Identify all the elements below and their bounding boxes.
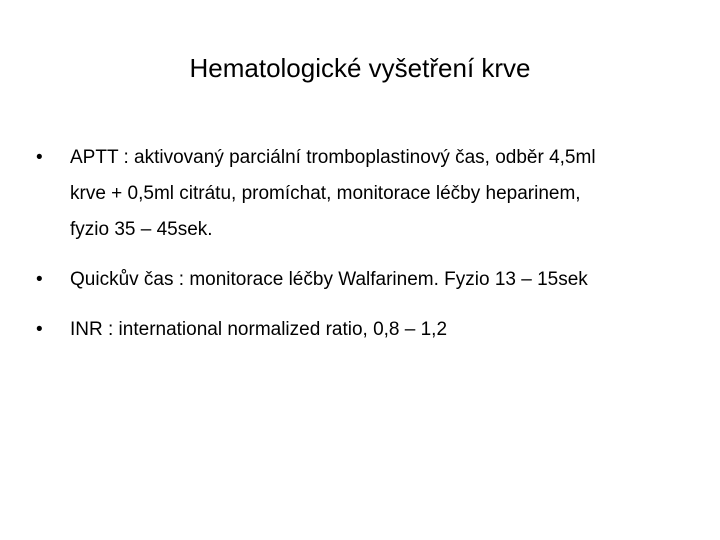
bullet-item-inr <box>36 312 686 348</box>
bullet-icon: • <box>36 147 43 168</box>
bullet-icon: • <box>36 269 43 290</box>
bullet-text-line: fyzio 35 – 45sek. <box>70 219 213 240</box>
bullet-item-quick <box>36 262 686 298</box>
bullet-icon: • <box>36 319 43 340</box>
bullet-text-line: APTT : aktivovaný parciální tromboplastinový čas, odběr 4,5ml <box>70 147 596 168</box>
bullet-list <box>36 140 686 362</box>
bullet-text-line: Quickův čas : monitorace léčby Walfarinem. Fyzio 13 – 15sek <box>70 269 588 290</box>
bullet-text-line: INR : international normalized ratio, 0,8 – 1,2 <box>70 319 448 340</box>
slide-title: Hematologické vyšetření krve <box>189 53 531 83</box>
bullet-text-line: krve + 0,5ml citrátu, promíchat, monitorace léčby heparinem, <box>70 183 581 204</box>
bullet-item-aptt <box>36 140 686 248</box>
